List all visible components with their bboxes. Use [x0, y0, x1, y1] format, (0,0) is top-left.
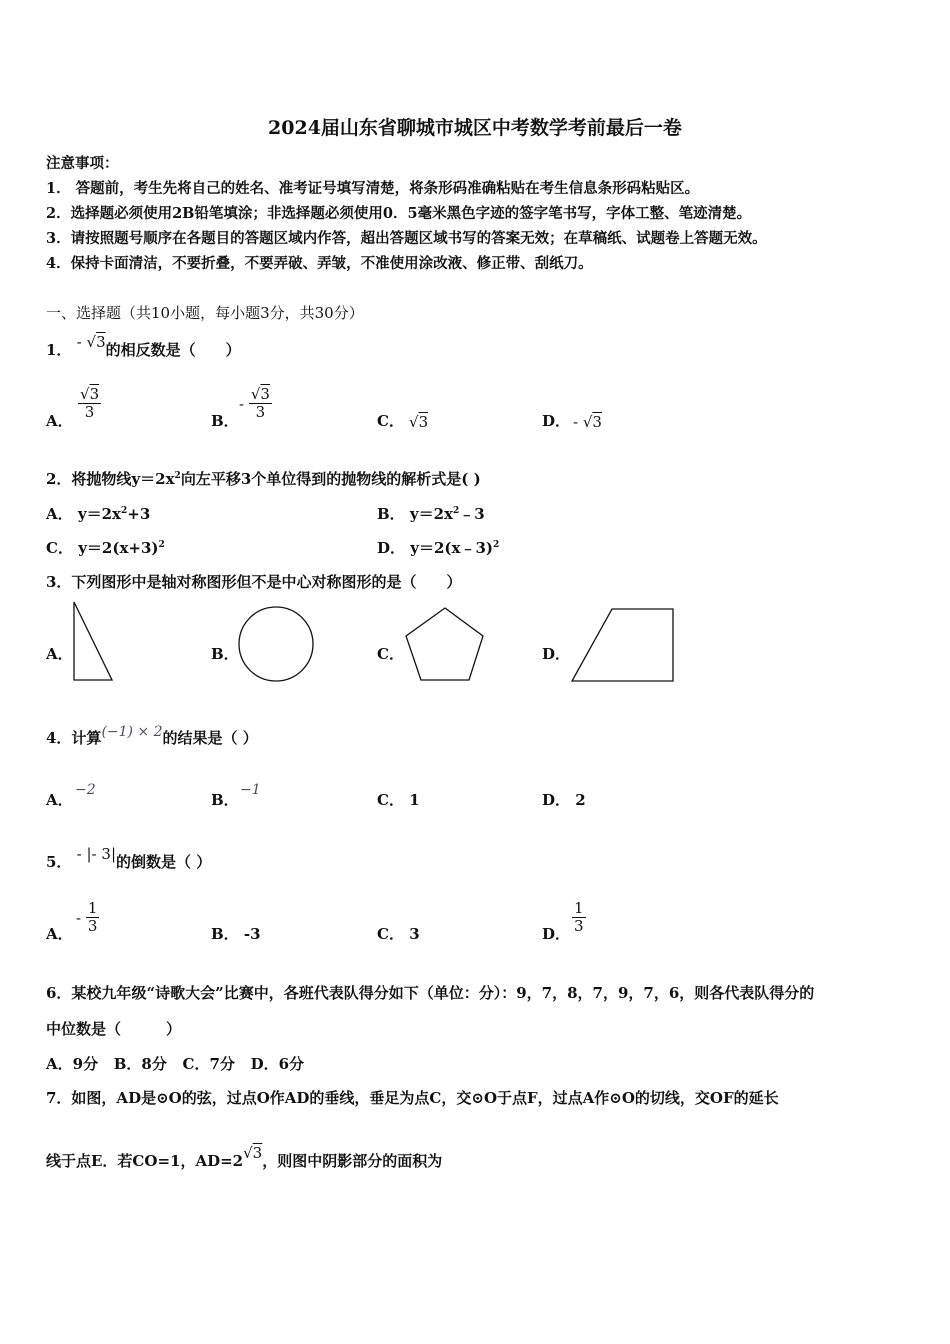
q1-stem [46, 333, 241, 360]
q4-option-a-value: −2 [75, 782, 96, 798]
q4-option-b-value: −1 [240, 782, 261, 798]
q1-option-a-label: A． [46, 412, 73, 430]
q4-expression: (−1) × 2 [101, 724, 163, 740]
q6-options: A．9分 B．8分 C．7分 D．6分 [46, 1055, 305, 1073]
q5-option-b: B． -3 [211, 925, 261, 943]
q5-option-d-value: $\frac{1}{3}$ [574, 899, 584, 936]
q1-option-c-label: C． [377, 412, 404, 430]
page-title: 2024届山东省聊城市城区中考数学考前最后一卷 [268, 117, 682, 139]
q5-option-c: C． 3 [377, 925, 420, 943]
q5-stem: 5． - |- 3|的倒数是（ ） [46, 845, 212, 871]
q1-option-d-label: D． [542, 412, 571, 430]
q4-option-d: D． 2 [542, 791, 586, 809]
notice-item-3: 3．请按照题号顺序在各题目的答题区域内作答，超出答题区域书写的答案无效；在草稿纸、试题卷上答题无效。 [46, 230, 767, 247]
q4-option-a-label: A． [46, 791, 73, 809]
notice-heading: 注意事项： [46, 155, 119, 172]
q2-option-d: D． y＝2(x﹣3)$^2$ [377, 539, 500, 557]
q3-right-triangle [72, 600, 117, 684]
q3-pentagon [403, 606, 487, 684]
q1-option-c-value: √3 [409, 413, 429, 431]
q1-text: 的相反数是（ ） [105, 341, 241, 359]
notice-item-1: 1． 答题前，考生先将自己的姓名、准考证号填写清楚，将条形码准确粘贴在考生信息条形码粘贴区。 [46, 180, 700, 197]
q1-option-d-value: - √3 [573, 413, 602, 431]
q2-stem: 2．将抛物线$y=2x^2$向左平移3个单位得到的抛物线的解析式是( ) [46, 470, 481, 488]
q1-number: 1． [46, 341, 72, 359]
q4-option-c: C． 1 [377, 791, 420, 809]
q2-option-c: C． $y=2(x+3)^2$ [46, 539, 165, 557]
q3-trapezoid [570, 607, 676, 685]
q6-stem-line1: 6．某校九年级“诗歌大会”比赛中，各班代表队得分如下（单位：分）：9，7，8，7，9，7，6，则各代表队得分的 [46, 984, 815, 1002]
q3-stem: 3．下列图形中是轴对称图形但不是中心对称图形的是（ ） [46, 573, 462, 591]
q1-option-a-value: $\frac{√3}{3}$ [80, 385, 100, 422]
q3-option-d-label: D． [542, 645, 571, 663]
q6-stem-line2: 中位数是（ ） [46, 1020, 182, 1038]
q4-stem: 4．计算(−1) × 2的结果是（ ） [46, 724, 258, 747]
q1-option-b-label: B． [211, 412, 239, 430]
q7-stem-line2: 线于点E．若CO=1，AD=2√3，则图中阴影部分的面积为 [46, 1144, 443, 1170]
q1-option-b-value: - $\frac{√3}{3}$ [239, 385, 270, 422]
q2-option-b: B． $y=2x^2﹣3$ [377, 505, 485, 523]
q2-option-a: A． $y=2x^2+3$ [46, 505, 151, 523]
q5-expression: - |- 3| [76, 845, 116, 863]
q1-expression: - √3 [76, 333, 106, 351]
q4-option-b-label: B． [211, 791, 239, 809]
q7-stem-line1: 7．如图，AD是⊙O的弦，过点O作AD的垂线，垂足为点C，交⊙O于点F，过点A作⊙O的切线，交OF的延长 [46, 1089, 779, 1107]
section-heading: 一、选择题（共10小题，每小题3分，共30分） [46, 304, 364, 322]
notice-item-4: 4．保持卡面清洁，不要折叠，不要弄破、弄皱，不准使用涂改液、修正带、刮纸刀。 [46, 255, 593, 272]
notice-item-2: 2．选择题必须使用2B铅笔填涂；非选择题必须使用0．5毫米黑色字迹的签字笔书写，字体工整、笔迹清楚。 [46, 205, 752, 222]
q3-option-b-label: B． [211, 645, 239, 663]
q5-option-d-label: D． [542, 925, 571, 943]
q5-option-a-value: - $\frac{1}{3}$ [76, 899, 98, 936]
q5-option-a-label: A． [46, 925, 73, 943]
q3-option-a-label: A． [46, 645, 73, 663]
q3-circle [237, 605, 317, 685]
q3-option-c-label: C． [377, 645, 404, 663]
